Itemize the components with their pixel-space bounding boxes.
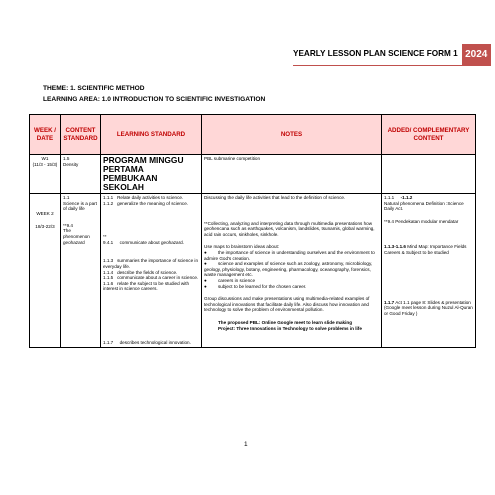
week-label: W1 [41, 156, 49, 161]
content-number: 1.5 [63, 156, 70, 161]
learning-text: communicate about geohazard. [119, 239, 184, 245]
header-content-standard: CONTENT STANDARD [61, 115, 101, 155]
content-text: Density [63, 161, 79, 167]
notes-bullet: subject to be learned for the chosen career. [218, 283, 307, 289]
bullet-icon: ● [204, 283, 207, 289]
learning-text: describe the fields of science. [117, 269, 178, 275]
table-row [30, 194, 476, 348]
added-text: Natural phenomena Definition :Science Daily Act. [384, 200, 464, 212]
learning-text: communicate about a career in science. [117, 275, 199, 281]
learning-text: relate the subject to be studied with interest in science careers. [103, 280, 190, 292]
learning-number: 1.1.4 [103, 269, 114, 275]
content-text: Science is a part of daily life [63, 200, 97, 212]
added-number: 1.1.3-1.1.6 [384, 244, 406, 250]
learning-number: 1.1.5 [103, 275, 114, 281]
program-title: PROGRAM MINGGU PERTAMA PEMBUKAAN SEKOLAH [103, 155, 184, 192]
header-added-content: ADDED/ COMPLEMENTARY CONTENT [382, 115, 476, 155]
page-header [293, 44, 491, 66]
notes-cell [202, 194, 382, 348]
week-cell [30, 194, 61, 348]
header-learning-standard: LEARNING STANDARD [101, 115, 202, 155]
week-date: (11/3 - 15/3) [32, 161, 58, 167]
learning-star: ** [103, 234, 107, 240]
learning-number: 1.1.3 [103, 258, 114, 264]
content-cell [61, 155, 101, 194]
added-number: 1.1.7 [384, 299, 395, 305]
notes-text: PBL submarine competition [204, 156, 261, 161]
added-text: Mind Map: Importance Fields Careers & Subject to be studied [384, 244, 467, 255]
content-sub-number: **9.4 [63, 222, 73, 228]
notes-text: Discussing the daily life activities that lead to the definition of science. [204, 195, 346, 200]
learning-number: 1.1.2 [103, 200, 114, 206]
notes-project: Project: Three Innovations in Technology to solve problems in life [218, 325, 362, 331]
added-number: -1.1.2 [400, 195, 413, 200]
learning-cell [101, 155, 202, 194]
learning-text: describes technological innovation. [119, 339, 191, 345]
learning-number: 1.1.7 [103, 339, 114, 345]
notes-pbl: The proposed PBL: Online Google meet to learn slide making [218, 319, 353, 325]
content-sub-text: The phenomenon geohazard [63, 228, 90, 245]
added-text: **9.4 Pendekatan modular mendatar [384, 218, 459, 224]
table-header-row [30, 115, 476, 155]
notes-bullet: careers in science [218, 277, 256, 283]
added-number: 1.1.1 [384, 195, 395, 200]
theme-block [43, 84, 265, 105]
header-year-badge: 2024 [462, 44, 491, 66]
added-cell [382, 194, 476, 348]
notes-cell [202, 155, 382, 194]
header-notes: NOTES [202, 115, 382, 155]
lesson-plan-table [29, 114, 476, 348]
notes-text: Use maps to brainstorm ideas about: [204, 244, 280, 250]
learning-number: 9.4.1 [103, 239, 114, 245]
added-cell [382, 155, 476, 194]
header-title: YEARLY LESSON PLAN SCIENCE FORM 1 [293, 44, 462, 66]
notes-bullet: the importance of science in understanding ourselves and the environment to admire God's creation. [204, 249, 375, 261]
content-number: 1.1 [63, 195, 70, 200]
learning-number: 1.1.1 [103, 195, 114, 200]
added-text: Act 1.1 page 8: Slides & presentation (Google meet lesson during Nuzul Al-Quran or Good Friday ) [384, 299, 473, 316]
learning-text: Relate daily activities to science. [117, 195, 184, 200]
notes-text: **Collecting, analyzing and interpreting data through multimedia presentations how geohencana such as earthquakes, volcanism, landslides, tsunamis, global warming, acid rain occurs, sinkholes, sinkhole. [204, 220, 375, 237]
learning-text: summaries the importance of science in everyday life. [103, 258, 198, 269]
bullet-icon: ● [204, 249, 207, 255]
theme-title: THEME: 1. SCIENTIFIC METHOD [43, 85, 145, 92]
week-date: 18/3-22/3 [35, 223, 55, 229]
table-row [30, 155, 476, 194]
learning-text: generalize the meaning of science. [117, 200, 189, 206]
notes-text: Group discussions and make presentations using multimedia-related examples of technological innovations that facilitate daily life. Also discuss how innovation and technology to solve the problem of environmental pollution. [204, 296, 370, 313]
week-cell [30, 155, 61, 194]
bullet-icon: ● [204, 277, 207, 283]
header-week: WEEK / DATE [30, 115, 61, 155]
notes-bullet: science and examples of science such as zoology, astronomy, microbiology, geology, physiology, botany, engineering, pharmacology, oceanography, forensics, waste management etc. [204, 261, 373, 278]
bullet-icon: ● [204, 261, 207, 267]
learning-number: 1.1.6 [103, 280, 114, 286]
week-label: WEEK 2 [36, 211, 54, 216]
learning-cell [101, 194, 202, 348]
content-cell [61, 194, 101, 348]
page-number: 1 [244, 441, 248, 448]
learning-area-title: LEARNING AREA: 1.0 INTRODUCTION TO SCIENTIFIC INVESTIGATION [43, 95, 266, 103]
